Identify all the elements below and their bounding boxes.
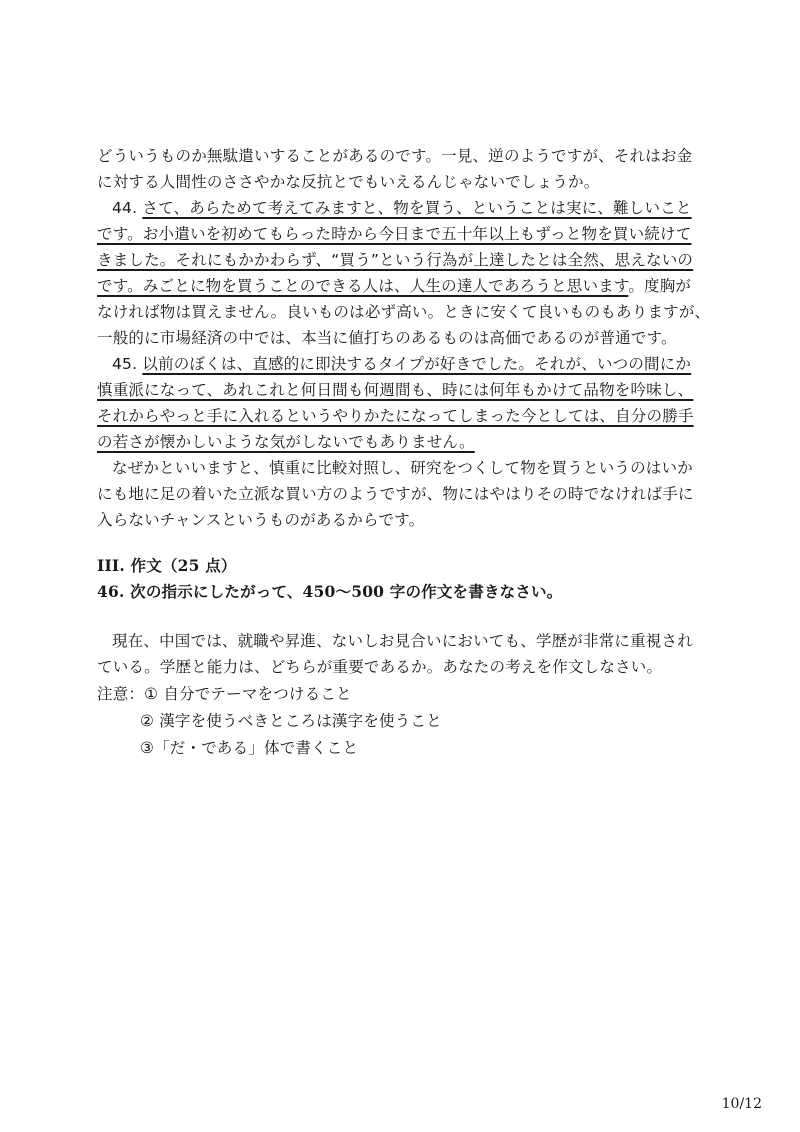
question-45-line	[97, 406, 697, 426]
note-item: ② 漢字を使うべきところは漢字を使うこと	[140, 712, 442, 730]
passage-text: 。度胸が	[628, 277, 692, 295]
question-45-underlined-text: 以前のぼくは、直感的に即決するタイプが好きでした。それが、いつの間にか	[142, 355, 692, 373]
question-44-underlined-text: です。お小遣いを初めてもらった時から今日まで五十年以上もずっと物を買い続けて	[97, 225, 692, 243]
question-45-line	[97, 380, 697, 400]
passage-line: なければ物は買えません。良いものは必ず高い。ときに安くて良いものもありますが、	[97, 303, 711, 321]
note-item: ③「だ・である」体で書くこと	[140, 739, 359, 757]
question-45-line	[97, 432, 697, 452]
question-45-underlined-text: それからやっと手に入れるというやりかたになってしまった今としては、自分の勝手	[97, 407, 694, 425]
question-45-underlined-text: 慎重派になって、あれこれと何日間も何週間も、時には何年もかけて品物を吟味し、	[97, 381, 694, 399]
note-item: ① 自分でテーマをつけること	[144, 685, 352, 703]
question-44-underlined-text: さて、あらためて考えてみますと、物を買う、ということは実に、難しいこと	[142, 199, 692, 217]
page-number: 10/12	[721, 1096, 762, 1112]
question-44-line	[97, 250, 697, 270]
essay-prompt-line: ている。学歴と能力は、どちらが重要であるか。あなたの考えを作文しなさい。	[97, 658, 663, 676]
notes-label: 注意：	[97, 685, 145, 703]
question-45-number: 45.	[112, 355, 138, 373]
question-45-line	[112, 354, 712, 374]
passage-line: どういうものか無駄遣いすることがあるのです。一見、逆のようですが、それはお金	[97, 147, 693, 165]
passage-line: 一般的に市場経済の中では、本当に値打ちのあるものは高価であるのが普通です。	[97, 329, 677, 347]
notes-first-line	[97, 684, 697, 704]
question-45-underlined-text: の若さが懐かしいような気がしないでもありません。	[97, 433, 475, 451]
question-44-number: 44.	[112, 199, 138, 217]
question-44-underlined-text: きました。それにもかかわらず、“買う”という行為が上達したとは全然、思えないの	[97, 251, 694, 269]
section-heading: III. 作文（25 点）	[97, 556, 237, 575]
question-44-line	[112, 198, 712, 218]
passage-line: なぜかといいますと、慎重に比較対照し、研究をつくして物を買うというのはいか	[112, 459, 693, 477]
question-44-line	[97, 276, 697, 296]
question-44-underlined-text: です。みごとに物を買うことのできる人は、人生の達人であろうと思います	[97, 277, 629, 295]
question-46-heading: 46. 次の指示にしたがって、450～500 字の作文を書きなさい。	[97, 582, 563, 601]
question-44-line	[97, 224, 697, 244]
passage-line: にも地に足の着いた立派な買い方のようですが、物にはやはりその時でなければ手に	[97, 485, 694, 503]
passage-line: 入らないチャンスというものがあるからです。	[97, 511, 425, 529]
essay-prompt-line: 現在、中国では、就職や昇進、ないしお見合いにおいても、学歴が非常に重視され	[112, 632, 693, 650]
passage-line: に対する人間性のささやかな反抗とでもいえるんじゃないでしょうか。	[97, 173, 600, 191]
